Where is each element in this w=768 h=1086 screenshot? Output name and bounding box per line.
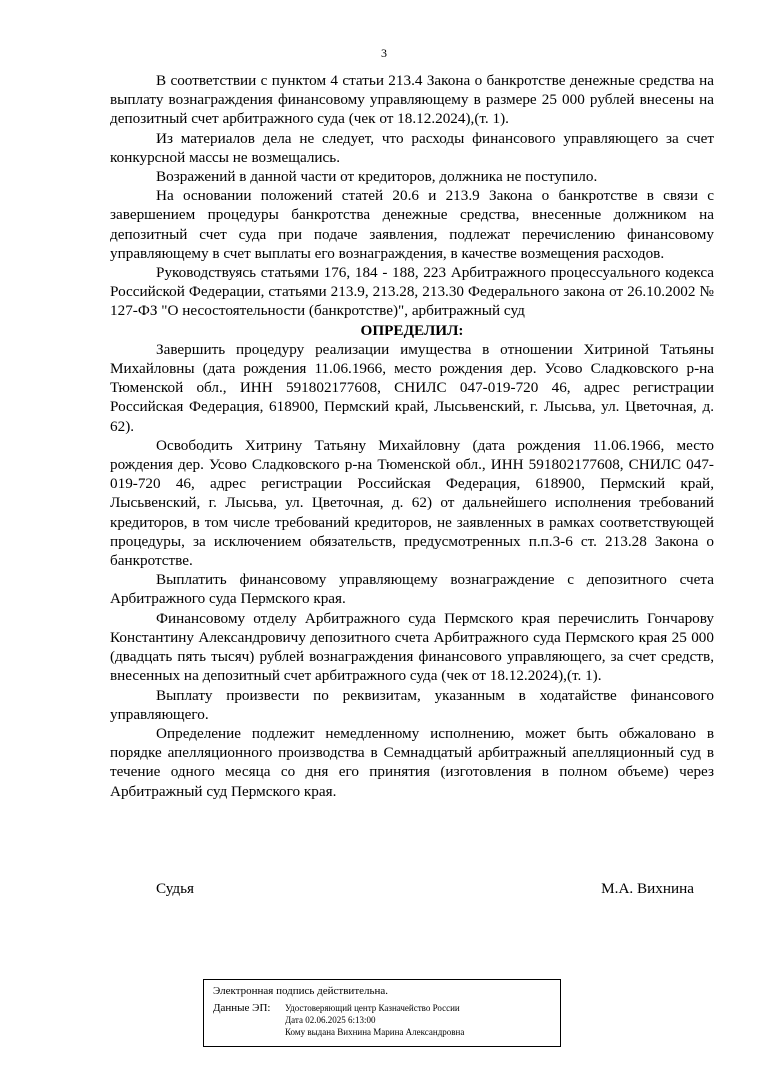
- document-body: [110, 71, 714, 801]
- esignature-issued-to: Кому выдана Вихнина Марина Александровна: [285, 1027, 465, 1037]
- decision-paragraph: Финансовому отделу Арбитражного суда Пермского края перечислить Гончарову Константину Александровичу депозитного счета Арбитражного суда Пермского края 25 000 (двадцать пять тысяч) рублей вознаграждения финансового управляющего, за счет средств, внесенных на депозитный счет арбитражного суда (чек от 18.12.2024),(т. 1).: [110, 609, 714, 685]
- paragraph: В соответствии с пунктом 4 статьи 213.4 Закона о банкротстве денежные средства на выплату вознаграждения финансовому управляющему в размере 25 000 рублей внесены на депозитный счет арбитражного суда (чек от 18.12.2024),(т. 1).: [110, 72, 714, 128]
- decision-paragraph: Выплату произвести по реквизитам, указанным в ходатайстве финансового управляющего.: [110, 686, 714, 723]
- esignature-issuer: Удостоверяющий центр Казначейство России: [285, 1003, 460, 1013]
- decision-heading: ОПРЕДЕЛИЛ:: [360, 321, 464, 339]
- paragraph: Из материалов дела не следует, что расходы финансового управляющего за счет конкурсной массы не возмещались.: [110, 129, 714, 166]
- judge-name: М.А. Вихнина: [601, 880, 694, 897]
- decision-paragraph: Завершить процедуру реализации имущества в отношении Хитриной Татьяны Михайловны (дата рождения 11.06.1966, место рождения дер. Усово Сладковского р-на Тюменской обл., ИНН 591802177608, СНИЛС 047-019-720 46, адрес регистрации Российская Федерация, 618900, Пермский край, Лысьвенский, г. Лысьва, ул. Цветочная, д. 62).: [110, 340, 714, 435]
- electronic-signature-box: [203, 979, 561, 1047]
- page-number: 3: [381, 46, 387, 60]
- esignature-label: Данные ЭП:: [213, 1002, 271, 1014]
- paragraph: На основании положений статей 20.6 и 213.9 Закона о банкротстве в связи с завершением процедуры банкротства денежные средства, внесенные должником на депозитный счет суда при подаче заявления, подлежат перечислению финансовому управляющему в счет выплаты его вознаграждения, в качестве возмещения расходов.: [110, 187, 714, 262]
- decision-paragraph: Освободить Хитрину Татьяну Михайловну (дата рождения 11.06.1966, место рождения дер. Усово Сладковского р-на Тюменской обл., ИНН 591802177608, СНИЛС 047-019-720 46, адрес регистрации Российская Федерация, 618900, Пермский край, Лысьвенский, г. Лысьва, ул. Цветочная, д. 62) от дальнейшего исполнения требований кредиторов, в том числе требований кредиторов, не заявленных в рамках соответствующей процедуры, за исключением обязательств, предусмотренных п.п.3-6 ст. 213.28 Закона о банкротстве.: [110, 436, 714, 570]
- decision-paragraph: Выплатить финансовому управляющему вознаграждение с депозитного счета Арбитражного суда Пермского края.: [110, 571, 714, 608]
- decision-paragraph: Определение подлежит немедленному исполнению, может быть обжаловано в порядке апелляционного производства в Семнадцатый арбитражный апелляционный суд в течение одного месяца со дня его принятия (изготовления в полном объеме) через Арбитражный суд Пермского края.: [110, 724, 714, 800]
- signature-row: [156, 880, 694, 898]
- esignature-details: [213, 1002, 551, 1038]
- esignature-title: Электронная подпись действительна.: [213, 985, 389, 997]
- esignature-date: Дата 02.06.2025 6:13:00: [285, 1015, 376, 1025]
- paragraph: Возражений в данной части от кредиторов, должника не поступило.: [156, 168, 598, 186]
- esignature-lines: [285, 1002, 464, 1038]
- judge-role: Судья: [156, 880, 195, 897]
- paragraph: Руководствуясь статьями 176, 184 - 188, 223 Арбитражного процессуального кодекса Российской Федерации, статьями 213.9, 213.28, 213.30 Федерального закона от 26.10.2002 № 127-ФЗ "О несостоятельности (банкротстве)", арбитражный суд: [110, 264, 714, 320]
